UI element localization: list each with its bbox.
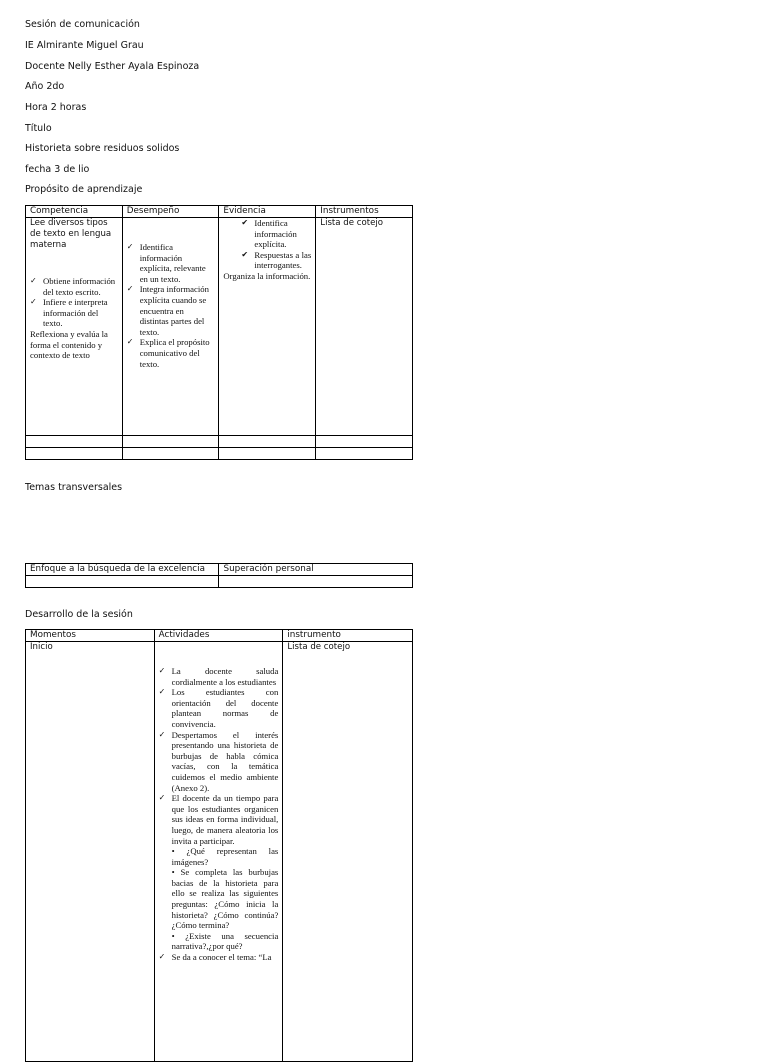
momento-cell: Inicio [26,642,155,1062]
list-item: ✓ El docente da un tiempo para que los estudiantes organicen sus ideas en forma individual, luego, de manera aleatoria los invita a participar. [159,793,279,846]
list-item: ✔ Identifica información explícita. [241,218,311,250]
desarrollo-title: Desarrollo de la sesión [25,609,133,620]
list-item: ✓ Despertamos el interés presentando una historieta de burbujas de habla cómica vacías, con la temática cuidemos el medio ambiente (Anexo 2). [159,730,279,794]
competencia-list [30,276,118,329]
table-header-row [26,630,413,642]
header-instrumento: instrumento [283,630,413,642]
actividades-list-cont [159,952,279,963]
teacher-line: Docente Nelly Esther Ayala Espinoza [25,61,200,72]
table-header-row [26,206,413,218]
enfoque-cell: Enfoque a la búsqueda de la excelencia [26,564,219,576]
transversal-title: Temas transversales [25,482,123,493]
pregunta-item: • ¿Qué representan las imágenes? [171,846,279,867]
school-line: IE Almirante Miguel Grau [25,40,144,51]
table-row [26,448,413,460]
header-momentos: Momentos [26,630,155,642]
purpose-line: Propósito de aprendizaje [25,184,143,195]
header-evidencia: Evidencia [219,206,316,218]
desarrollo-table [25,629,413,1062]
list-item: ✓ Los estudiantes con orientación del docente plantean normas de convivencia. [159,687,279,729]
list-item: ✓ La docente saluda cordialmente a los estudiantes [159,666,279,687]
actividades-cell [154,642,283,1062]
competencia-cell [26,218,123,436]
header-desempeno: Desempeño [122,206,219,218]
desempeno-cell [122,218,219,436]
table-row [26,642,413,1062]
year-line: Año 2do [25,81,65,92]
evidencia-list [223,218,311,271]
list-item: ✓ Integra información explícita cuando se encuentra en distintas partes del texto. [127,284,215,337]
title-line: Historieta sobre residuos solidos [25,143,180,154]
table-row [26,218,413,436]
hours-line: Hora 2 horas [25,102,87,113]
evidencia-cell [219,218,316,436]
session-line: Sesión de comunicación [25,19,140,30]
list-item: ✓ Obtiene información del texto escrito. [30,276,118,297]
instrumento-cell: Lista de cotejo [316,218,413,436]
desempeno-list [127,242,215,369]
competencias-table [25,205,413,460]
competencia-tail: Reflexiona y evalúa la forma el contenido y contexto de texto [30,328,108,361]
table-row [26,576,413,588]
pregunta-item: • ¿Existe una secuencia narrativa?,¿por qué? [171,930,279,952]
list-item: ✓ Explica el propósito comunicativo del texto. [127,337,215,369]
actividades-list [159,666,279,846]
list-item: ✔ Respuestas a las interrogantes. [241,250,311,271]
title-label: Título [25,123,52,134]
list-item: ✓ Se da a conocer el tema: “La [159,952,279,963]
table-row [26,564,413,576]
list-item: ✓ Infiere e interpreta información del texto. [30,297,118,329]
evidencia-tail: Organiza la información. [223,270,311,281]
header-competencia: Competencia [26,206,123,218]
list-item: ✓ Identifica información explícita, relevante en un texto. [127,242,215,284]
pregunta-item: • Se completa las burbujas bacias de la historieta para ello se realiza las siguientes preguntas: ¿Cómo inicia la historieta? ¿Cómo continúa? ¿Cómo termina? [171,867,279,931]
enfoque-table [25,563,413,588]
header-actividades: Actividades [154,630,283,642]
table-row [26,436,413,448]
instrumento-cell: Lista de cotejo [283,642,413,1062]
date-line: fecha 3 de lio [25,164,90,175]
header-instrumentos: Instrumentos [316,206,413,218]
valor-cell: Superación personal [219,564,413,576]
competencia-title: Lee diversos tipos de texto en lengua materna [30,218,112,250]
